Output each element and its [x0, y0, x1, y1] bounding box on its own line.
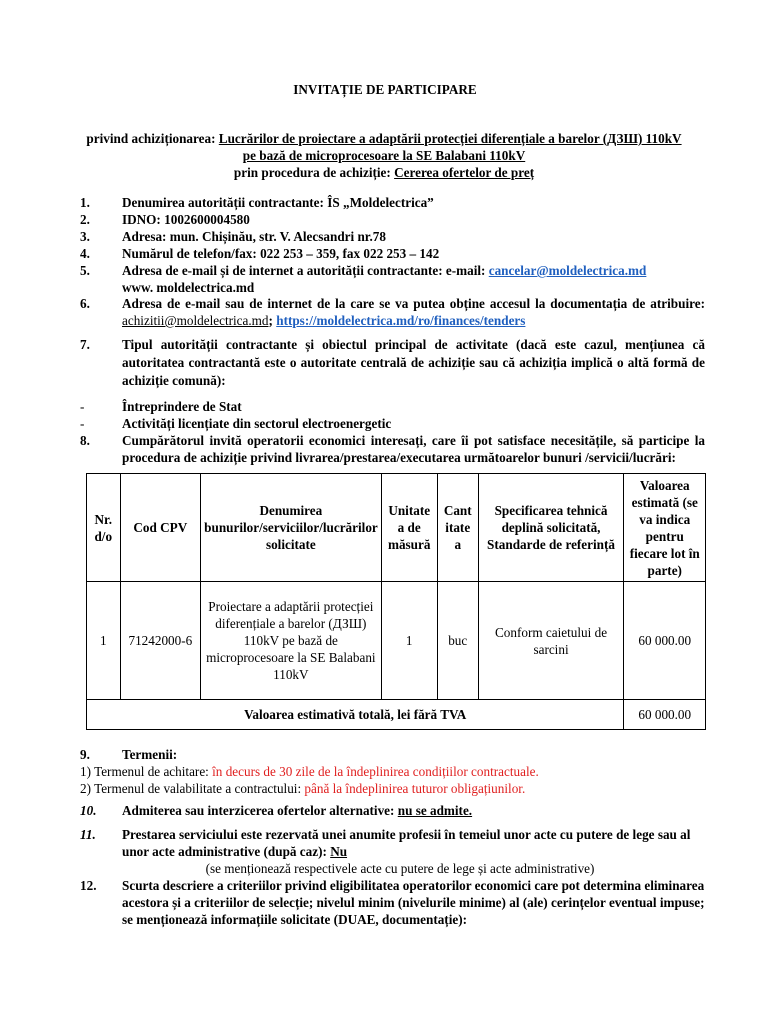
procedure-type: Cererea ofertelor de preț: [394, 165, 535, 180]
header-unit: Unitate a de măsură: [381, 474, 437, 582]
table-row: [87, 582, 706, 700]
term-payment: 1) Termenul de achitare: în decurs de 30 zile de la îndeplinirea condițiilor contractuale.: [80, 764, 539, 779]
email-link-cancelar[interactable]: cancelar@moldelectrica.md: [488, 263, 647, 278]
header-qty: Cant itate a: [437, 474, 478, 582]
email-link-achizitii[interactable]: achizitii@moldelectrica.md: [122, 313, 269, 328]
list-item-reserved-profession: 11. Prestarea serviciului este rezervată unei anumite profesii în temeiul unor acte cu putere de lege sau al unor acte administrative (după caz): Nu: [80, 827, 691, 859]
reserved-value: Nu: [330, 844, 348, 859]
table-header-row: [87, 474, 706, 582]
list-item: 4. Numărul de telefon/fax: 022 253 – 359, fax 022 253 – 142: [80, 246, 440, 261]
subject-name-line2: pe bază de microprocesoare la SE Balabani 110kV: [242, 148, 526, 163]
header-value: Valoarea estimată (se va indica pentru fiecare lot în parte): [624, 474, 706, 582]
website-text: www. moldelectrica.md: [122, 280, 255, 295]
procedure-prefix: prin procedura de achiziție:: [233, 165, 395, 180]
cell-value: 60 000.00: [624, 582, 706, 700]
list-item-authority-type: 7. Tipul autorității contractante și obiectul principal de activitate (dacă este cazul, mențiunea că autoritatea contractantă este o autoritate centrală de achiziție sau că achiziția implică o altă formă de achiziție comună):: [80, 337, 705, 388]
alternatives-value: nu se admite.: [397, 803, 473, 818]
list-item-invitation: 8. Cumpărătorul invită operatorii economici interesați, care îi pot satisface necesitățile, să participe la procedura de achiziție privind livrarea/prestarea/executarea următoarelor bunuri /servicii/lucrări:: [80, 433, 705, 465]
table-total-row: [87, 700, 706, 730]
subject-prefix: privind achiziționarea:: [86, 131, 219, 146]
cell-unit: 1: [381, 582, 437, 700]
list-item: 3. Adresa: mun. Chișinău, str. V. Alecsandri nr.78: [80, 229, 386, 244]
total-label: Valoarea estimativă totală, lei fără TVA: [87, 700, 624, 730]
cell-spec: Conform caietului de sarcini: [478, 582, 624, 700]
procurement-subject: [64, 130, 704, 181]
list-item-alternatives: 10. Admiterea sau interzicerea ofertelor alternative: nu se admite.: [80, 803, 473, 818]
cell-cpv: 71242000-6: [120, 582, 201, 700]
header-spec: Specificarea tehnică deplină solicitată, Standarde de referință: [478, 474, 624, 582]
list-item: 1. Denumirea autorității contractante: ÎS „Moldelectrica”: [80, 195, 434, 210]
procurement-table: [86, 473, 706, 730]
dash-item: - Întreprindere de Stat: [80, 399, 242, 414]
list-item-criteria: 12. Scurta descriere a criteriilor privind eligibilitatea operatorilor economici care pot determina eliminarea acestora și a criteriilor de selecție; nivelul minim (nivelurile minime) al (ale) cerințelor eventual impuse; se menționează informațiile solicitate (DUAE, documentație):: [80, 878, 705, 927]
subject-name-line1: Lucrărilor de proiectare a adaptării protecției diferențiale a barelor (ДЗШ) 110kV: [218, 131, 682, 146]
list-item-terms: 9. Termenii:: [80, 747, 178, 762]
cell-name: Proiectare a adaptării protecției diferențiale a barelor (ДЗШ) 110kV pe bază de microprocesoare la SE Balabani 110kV: [201, 582, 381, 700]
reserved-note: (se menționează respectivele acte cu putere de lege și acte administrative): [205, 861, 595, 876]
tenders-url-link[interactable]: https://moldelectrica.md/ro/finances/tenders: [276, 313, 526, 328]
total-value: 60 000.00: [624, 700, 706, 730]
list-item-contact-email: 5. Adresa de e-mail și de internet a autorității contractante: e-mail: cancelar@moldelectrica.md www. moldelectrica.md: [80, 263, 647, 295]
list-item-documentation: 6. Adresa de e-mail sau de internet de la care se va putea obține accesul la documentația de atribuire: achizitii@moldelectrica.md; https://moldelectrica.md/ro/finances/tenders: [80, 296, 705, 328]
cell-nr: 1: [87, 582, 121, 700]
cell-qty: buc: [437, 582, 478, 700]
header-cpv: Cod CPV: [120, 474, 201, 582]
page-title: INVITAȚIE DE PARTICIPARE: [293, 82, 477, 97]
dash-item: - Activități licențiate din sectorul electroenergetic: [80, 416, 392, 431]
list-item: 2. IDNO: 1002600004580: [80, 212, 250, 227]
header-nr: Nr. d/o: [87, 474, 121, 582]
term-validity: 2) Termenul de valabilitate a contractului: până la îndeplinirea tuturor obligațiunilor.: [80, 781, 526, 796]
header-name: Denumirea bunurilor/serviciilor/lucrărilor solicitate: [201, 474, 381, 582]
